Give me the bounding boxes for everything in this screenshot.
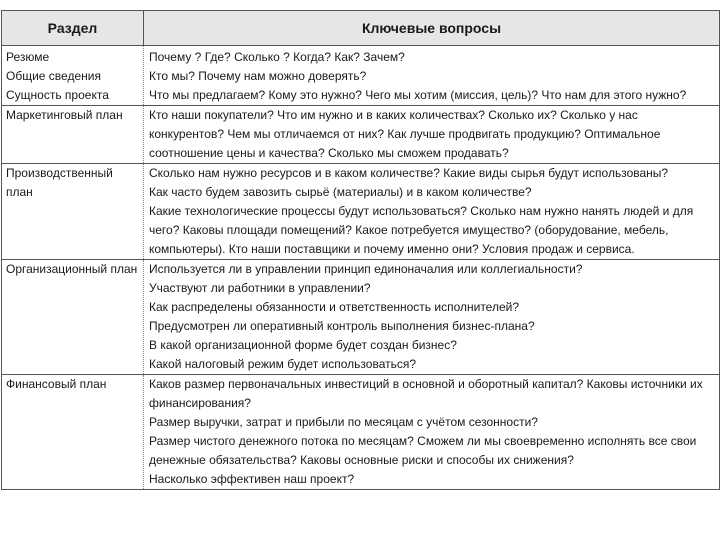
question-text: Предусмотрен ли оперативный контроль выполнения бизнес-плана? <box>149 319 535 333</box>
questions-cell <box>144 46 720 106</box>
column-header-section: Раздел <box>2 11 144 46</box>
questions-cell <box>144 260 720 375</box>
question-text: Используется ли в управлении принцип единоначалия или коллегиальности? <box>149 262 583 276</box>
questions-cell <box>144 164 720 260</box>
section-financial-plan: Финансовый план <box>2 375 144 490</box>
section-general-info: Общие сведения <box>6 69 101 83</box>
question-text: Какие технологические процессы будут использоваться? Сколько нам нужно нанять людей и для чего? Каковы площади помещений? Какое потребуется имущество? (оборудование, мебель, компьютеры). Кто наши поставщики и почему именно они? Условия продаж и сервиса. <box>149 204 694 256</box>
question-text: Участвуют ли работники в управлении? <box>149 281 371 295</box>
section-summary: Резюме <box>6 50 50 64</box>
question-text: В какой организационной форме будет создан бизнес? <box>149 338 457 352</box>
question-text: Сколько нам нужно ресурсов и в каком количестве? Какие виды сырья будут использованы? <box>149 166 669 180</box>
column-header-questions: Ключевые вопросы <box>144 11 720 46</box>
table-row-summary <box>2 46 720 106</box>
table-row-financial <box>2 375 720 490</box>
questions-cell: Кто наши покупатели? Что им нужно и в каких количествах? Сколько их? Сколько у нас конкурентов? Чем мы отличаемся от них? Как лучше продвигать продукцию? Оптимальное соотношение цены и качества? Сколько мы сможем продавать? <box>144 106 720 164</box>
question-text: Размер чистого денежного потока по месяцам? Сможем ли мы своевременно исполнять все свои денежные обязательства? Каковы основные риски и способы их снижения? <box>149 434 697 467</box>
table-row-marketing <box>2 106 720 164</box>
question-text: Каков размер первоначальных инвестиций в основной и оборотный капитал? Каковы источники их финансирования? <box>149 377 703 410</box>
business-plan-table <box>1 10 720 490</box>
table-row-organizational <box>2 260 720 375</box>
question-text: Как распределены обязанности и ответственность исполнителей? <box>149 300 520 314</box>
question-text: Размер выручки, затрат и прибыли по месяцам с учётом сезонности? <box>149 415 538 429</box>
table-header-row <box>2 11 720 46</box>
section-project-essence: Сущность проекта <box>6 88 109 102</box>
question-text: Почему ? Где? Сколько ? Когда? Как? Зачем? <box>149 50 405 64</box>
section-cell <box>2 46 144 106</box>
question-text: Как часто будем завозить сырьё (материалы) и в каком количестве? <box>149 185 532 199</box>
question-text: Какой налоговый режим будет использоваться? <box>149 357 417 371</box>
section-production-plan: Производственный план <box>2 164 144 260</box>
question-text: Что мы предлагаем? Кому это нужно? Чего мы хотим (миссия, цель)? Что нам для этого нужно? <box>149 88 687 102</box>
question-text: Кто мы? Почему нам можно доверять? <box>149 69 367 83</box>
section-marketing-plan: Маркетинговый план <box>2 106 144 164</box>
question-text: Насколько эффективен наш проект? <box>149 472 355 486</box>
table-row-production <box>2 164 720 260</box>
questions-cell <box>144 375 720 490</box>
section-organizational-plan: Организационный план <box>2 260 144 375</box>
